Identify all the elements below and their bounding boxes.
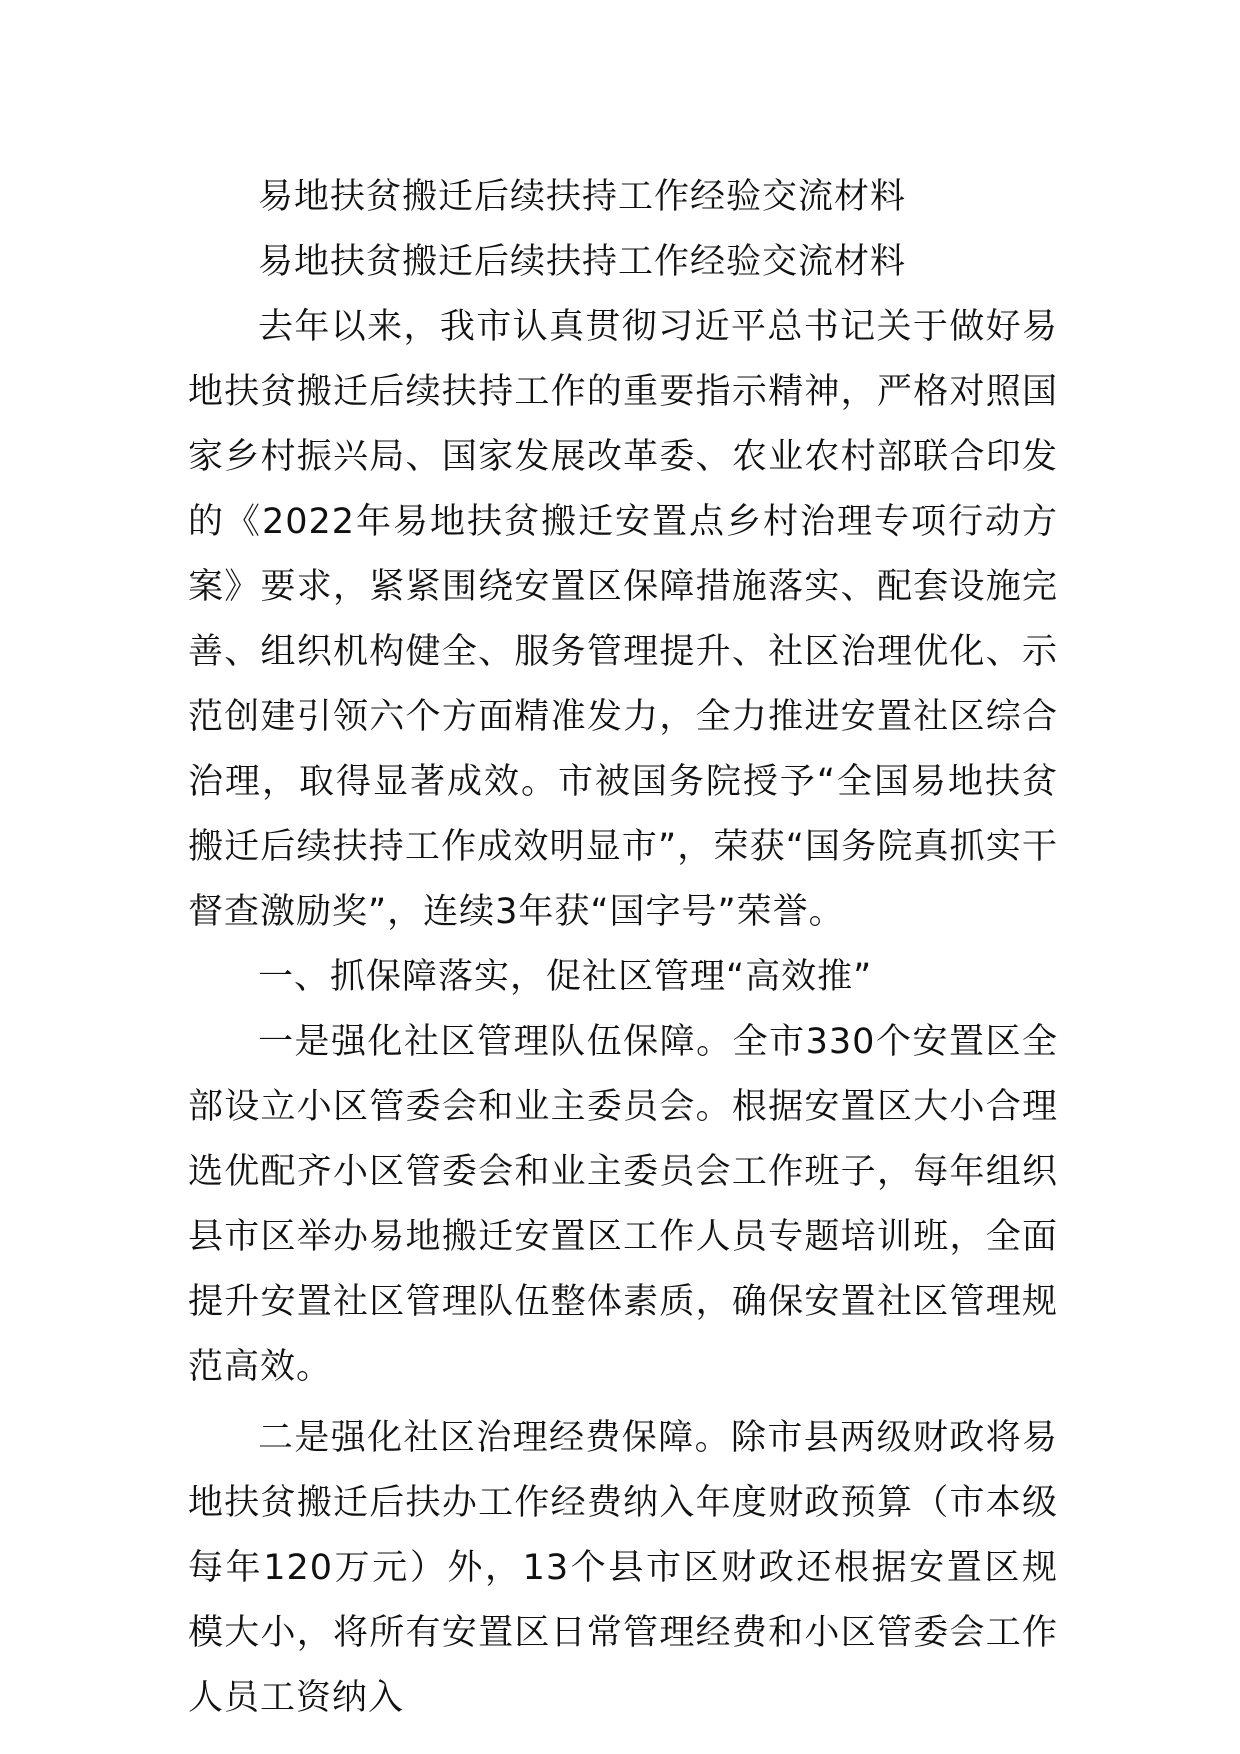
body-paragraph-2: 二是强化社区治理经费保障。除市县两级财政将易地扶贫搬迁后扶办工作经费纳入年度财政预算（市本级每年120万元）外，13个县市区财政还根据安置区规模大小，将所有安置区日常管理经费和小区管委会工作人员工资纳入 [188, 1418, 1058, 1718]
intro-paragraph: 去年以来，我市认真贯彻习近平总书记关于做好易地扶贫搬迁后续扶持工作的重要指示精神，严格对照国家乡村振兴局、国家发展改革委、农业农村部联合印发的《2022年易地扶贫搬迁安置点乡村治理专项行动方案》要求，紧紧围绕安置区保障措施落实、配套设施完善、组织机构健全、服务管理提升、社区治理优化、示范创建引领六个方面精准发力，全力推进安置社区综合治理，取得显著成效。市被国务院授予“全国易地扶贫搬迁后续扶持工作成效明显市”，荣获“国务院真抓实干督查激励奖”，连续3年获“国字号”荣誉。 [188, 307, 1058, 932]
document-title-repeat: 易地扶贫搬迁后续扶持工作经验交流材料 [258, 242, 907, 282]
section-heading-1: 一、抓保障落实，促社区管理“高效推” [258, 957, 873, 997]
body-paragraph-1: 一是强化社区管理队伍保障。全市330个安置区全部设立小区管委会和业主委员会。根据安置区大小合理选优配齐小区管委会和业主委员会工作班子，每年组织县市区举办易地搬迁安置区工作人员专题培训班，全面提升安置社区管理队伍整体素质，确保安置社区管理规范高效。 [188, 1022, 1058, 1387]
document-title: 易地扶贫搬迁后续扶持工作经验交流材料 [258, 177, 907, 217]
document-body [188, 165, 1058, 1731]
